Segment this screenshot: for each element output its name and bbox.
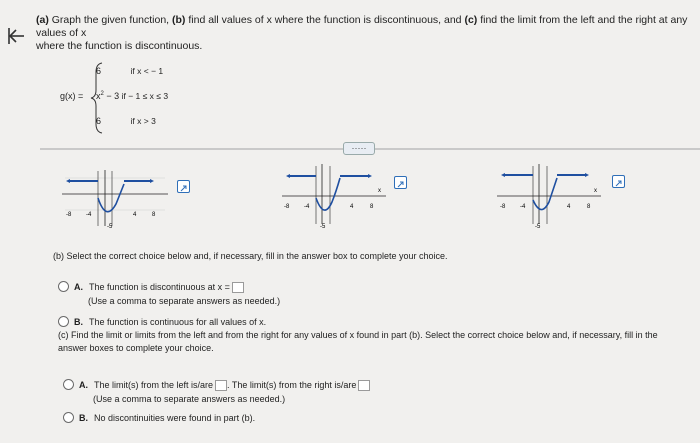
back-arrow-icon[interactable] bbox=[4, 26, 26, 46]
part-c-right-limit-input[interactable] bbox=[358, 380, 370, 391]
graph-3-x-label: x bbox=[594, 188, 597, 194]
part-c-choice-a-radio[interactable] bbox=[63, 379, 74, 390]
piece-1-value: 6 bbox=[96, 66, 102, 76]
piece-1-condition: if x < − 1 bbox=[130, 66, 164, 76]
graph-choice-2[interactable] bbox=[280, 162, 388, 230]
function-name: g(x) = bbox=[60, 91, 84, 101]
piece-3-value: 6 bbox=[96, 116, 102, 126]
piece-1 bbox=[96, 66, 163, 76]
part-b-choice-a[interactable] bbox=[74, 282, 244, 293]
part-c-choice-a-text-1: The limit(s) from the left is/are bbox=[94, 380, 214, 390]
part-b-choice-a-letter: A. bbox=[74, 282, 83, 292]
part-b-choice-b[interactable] bbox=[74, 317, 266, 327]
piece-2-expr-base: x bbox=[96, 91, 101, 101]
graph-2-x-label: x bbox=[378, 188, 381, 194]
graph-2-tick-y-neg5: -5 bbox=[320, 224, 326, 230]
piece-2-expr-exp: 2 bbox=[100, 91, 104, 97]
graph-1-svg bbox=[60, 168, 170, 230]
part-b-choice-a-text: The function is discontinuous at x = bbox=[89, 282, 230, 292]
graph-1-tick-neg8: -8 bbox=[66, 212, 72, 218]
part-a-label: (a) bbox=[36, 14, 49, 26]
part-c-choice-a-text-2: . The limit(s) from the right is/are bbox=[227, 380, 357, 390]
piece-3-condition: if x > 3 bbox=[130, 116, 156, 126]
graph-1-tick-4: 4 bbox=[133, 212, 137, 218]
part-b-choice-b-radio[interactable] bbox=[58, 316, 69, 327]
graph-3-svg bbox=[495, 162, 603, 230]
part-c-choice-b-text: No discontinuities were found in part (b). bbox=[94, 413, 256, 423]
part-c-instruction-1: (c) Find the limit or limits from the left and from the right for any values of x found in part (b). Select the correct choice below and, if necessary, fill in the bbox=[58, 330, 658, 340]
graph-1-tick-y-neg5: -5 bbox=[107, 224, 113, 230]
graph-2-tick-neg4: -4 bbox=[304, 204, 310, 210]
piece-2-expr-rest: − 3 bbox=[103, 91, 120, 101]
expand-graph-1-icon[interactable] bbox=[177, 180, 190, 193]
part-b-label: (b) bbox=[172, 14, 186, 26]
part-b-choice-a-radio[interactable] bbox=[58, 281, 69, 292]
part-b-choice-b-text: The function is continuous for all values of x. bbox=[89, 317, 267, 327]
part-c-choice-b-letter: B. bbox=[79, 413, 88, 423]
graph-3-tick-neg4: -4 bbox=[520, 204, 526, 210]
graph-2-tick-4: 4 bbox=[350, 204, 354, 210]
part-c-choice-b-radio[interactable] bbox=[63, 412, 74, 423]
part-c-choice-a[interactable] bbox=[79, 380, 370, 391]
graph-3-tick-y-neg5: -5 bbox=[535, 224, 541, 230]
part-c-choice-a-letter: A. bbox=[79, 380, 88, 390]
graph-3-tick-neg8: -8 bbox=[500, 204, 506, 210]
part-c-label: (c) bbox=[464, 14, 478, 26]
graph-1-tick-8: 8 bbox=[152, 212, 156, 218]
part-c-choice-a-note: (Use a comma to separate answers as needed.) bbox=[93, 394, 286, 404]
graph-choice-1[interactable] bbox=[60, 168, 170, 230]
part-b-answer-input[interactable] bbox=[232, 282, 244, 293]
piece-3 bbox=[96, 116, 156, 126]
more-button[interactable]: ····· bbox=[343, 142, 375, 155]
prompt-line-2: where the function is discontinuous. bbox=[36, 40, 203, 52]
piecewise-function bbox=[60, 62, 260, 137]
question-prompt bbox=[36, 14, 696, 53]
piece-2 bbox=[96, 91, 168, 101]
graph-2-svg bbox=[280, 162, 388, 230]
graph-2-tick-8: 8 bbox=[370, 204, 374, 210]
part-c-text: find the limit from the left and the right at any values of x bbox=[36, 14, 688, 39]
part-c-left-limit-input[interactable] bbox=[215, 380, 227, 391]
part-b-choice-b-letter: B. bbox=[74, 317, 83, 327]
graph-1-tick-neg4: -4 bbox=[86, 212, 92, 218]
part-b-text: find all values of x where the function is discontinuous, and bbox=[188, 14, 462, 26]
piece-2-condition: if − 1 ≤ x ≤ 3 bbox=[121, 91, 169, 101]
part-b-instruction: (b) Select the correct choice below and, if necessary, fill in the answer box to complete your choice. bbox=[53, 251, 448, 261]
graph-2-tick-neg8: -8 bbox=[284, 204, 290, 210]
part-c-choice-b[interactable] bbox=[79, 413, 255, 423]
graph-3-tick-8: 8 bbox=[587, 204, 591, 210]
expand-graph-3-icon[interactable] bbox=[612, 175, 625, 188]
graph-choice-3[interactable] bbox=[495, 162, 603, 230]
graph-3-tick-4: 4 bbox=[567, 204, 571, 210]
part-c-instruction-2: answer boxes to complete your choice. bbox=[58, 343, 214, 353]
expand-graph-2-icon[interactable] bbox=[394, 176, 407, 189]
part-b-choice-a-note: (Use a comma to separate answers as needed.) bbox=[88, 296, 281, 306]
part-a-text: Graph the given function, bbox=[51, 14, 170, 26]
